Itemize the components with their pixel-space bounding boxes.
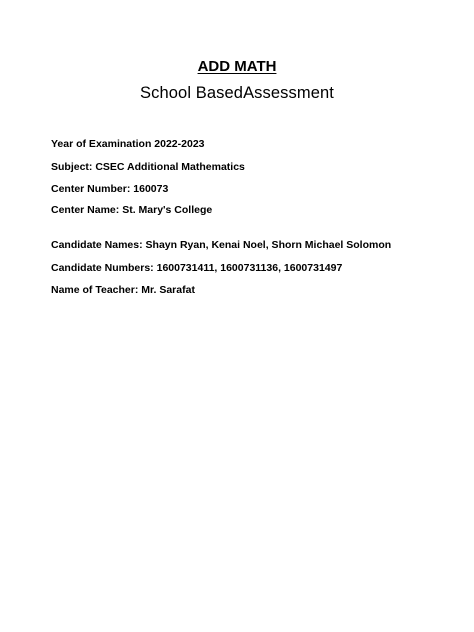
center-name-line: Center Name: St. Mary's College	[51, 204, 213, 216]
candidate-numbers-line: Candidate Numbers: 1600731411, 1600731136, 1600731497	[51, 262, 343, 274]
subject-line: Subject: CSEC Additional Mathematics	[51, 161, 245, 173]
document-subtitle: School BasedAssessment	[140, 84, 334, 102]
year-of-examination: Year of Examination 2022-2023	[51, 138, 205, 150]
candidate-names-line: Candidate Names: Shayn Ryan, Kenai Noel, Shorn Michael Solomon	[51, 239, 392, 251]
teacher-name-line: Name of Teacher: Mr. Sarafat	[51, 284, 195, 296]
document-title: ADD MATH	[197, 58, 277, 75]
center-number-line: Center Number: 160073	[51, 183, 169, 195]
